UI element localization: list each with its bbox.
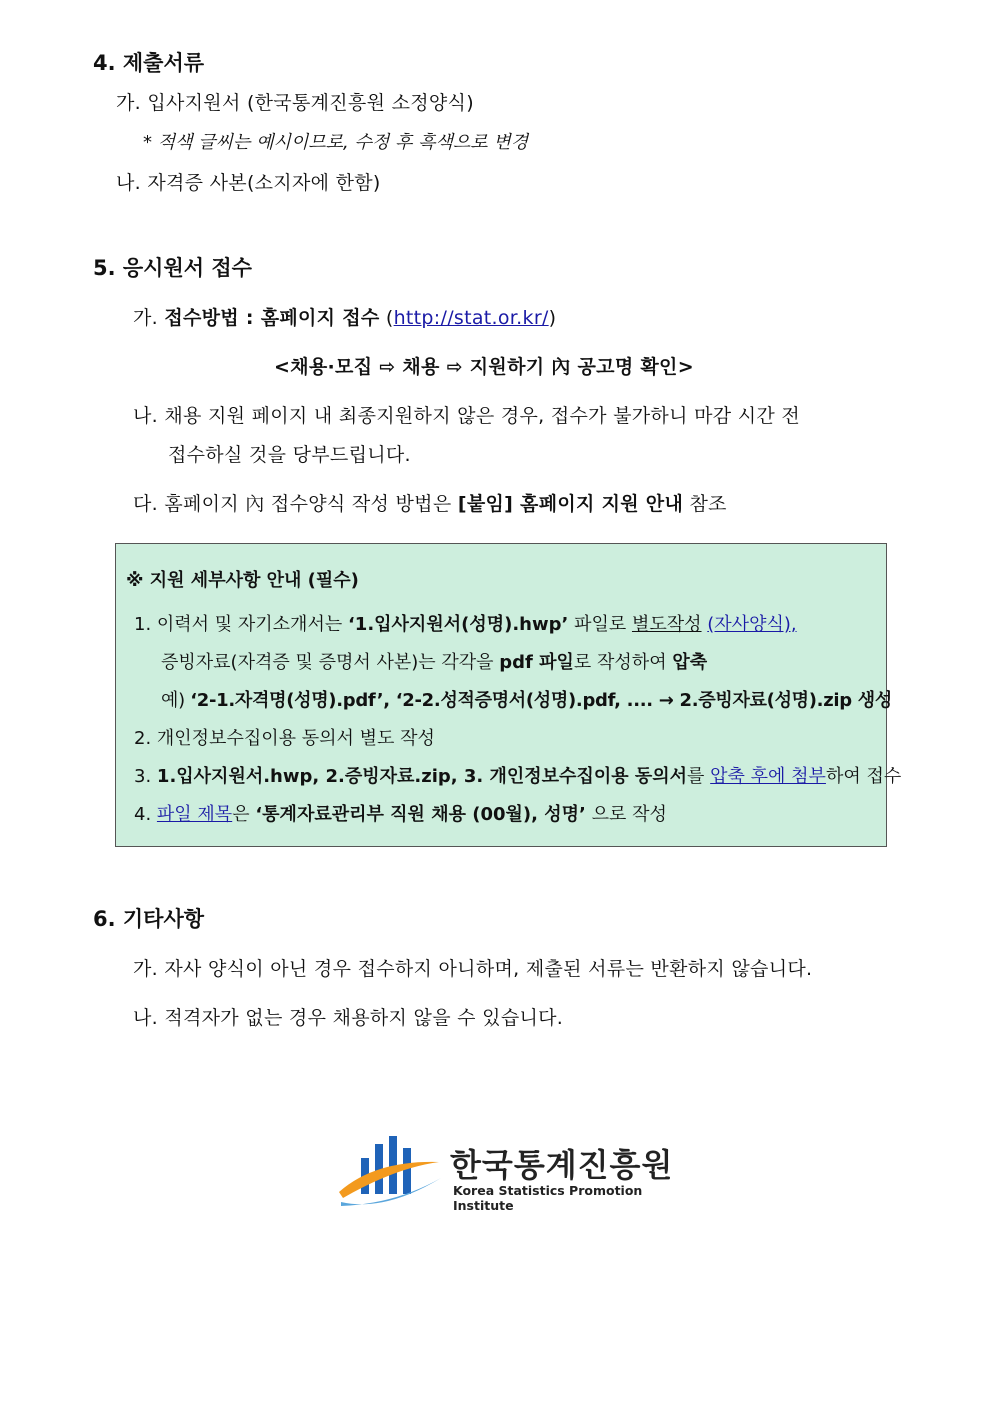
section-4-item-b: 나. 자격증 사본(소지자에 한함) — [116, 172, 381, 194]
notice-box-title: ※ 지원 세부사항 안내 (필수) — [126, 570, 359, 591]
item-a-paren-close: ) — [548, 307, 557, 329]
notice-item-1-own-form: (자사양식), — [707, 614, 797, 635]
item-a-method: 접수방법 : 홈페이지 접수 — [164, 307, 380, 329]
notice-item-3-attach: 압축 후에 첨부 — [710, 766, 826, 787]
notice-item-1 — [134, 610, 797, 636]
notice-item-1-line2 — [161, 648, 707, 674]
notice-item-2: 2. 개인정보수집이용 동의서 별도 작성 — [134, 728, 435, 749]
notice-item-1c-example: ‘2-1.자격명(성명).pdf’, ‘2-2.성적증명서(성명).pdf, .... → 2.증빙자료(성명).zip 생성 — [190, 690, 892, 711]
notice-item-4-post: 으로 작성 — [591, 804, 667, 825]
section-6-item-b: 나. 적격자가 없는 경우 채용하지 않을 수 있습니다. — [133, 1007, 564, 1029]
section-4-note: * 적색 글씨는 예시이므로, 수정 후 흑색으로 변경 — [143, 132, 529, 153]
notice-item-4 — [134, 800, 667, 826]
section-4-title: 4. 제출서류 — [93, 51, 205, 75]
notice-item-1-pre: 1. 이력서 및 자기소개서는 — [134, 614, 343, 635]
notice-box — [115, 543, 902, 847]
notice-item-1-filename: ‘1.입사지원서(성명).hwp’ — [347, 614, 569, 635]
section-6-item-a: 가. 자사 양식이 아닌 경우 접수하지 아니하며, 제출된 서류는 반환하지 않습니다. — [133, 958, 813, 980]
notice-item-4-format: ‘통계자료관리부 직원 채용 (00월), 성명’ — [255, 804, 586, 825]
notice-item-1b-mid: 로 작성하여 — [573, 652, 667, 673]
notice-item-1b-pre: 증빙자료(자격증 및 증명서 사본)는 각각을 — [161, 652, 494, 673]
item-a-prefix: 가. — [133, 307, 158, 329]
notice-item-3-files: 1.입사지원서.hwp, 2.증빙자료.zip, 3. 개인정보수집이용 동의서 — [156, 766, 688, 787]
notice-item-1-line3 — [161, 686, 892, 712]
notice-item-3-mid: 를 — [687, 766, 705, 787]
item-c-attachment: [붙임] 홈페이지 지원 안내 — [457, 493, 684, 515]
notice-item-1c-pre: 예) — [161, 690, 185, 711]
notice-item-4-file-title: 파일 제목 — [156, 804, 233, 825]
application-path: <채용·모집 ⇨ 채용 ⇨ 지원하기 內 공고명 확인> — [274, 356, 694, 378]
item-a-paren-open: ( — [385, 307, 394, 329]
section-5-item-b-line2: 접수하실 것을 당부드립니다. — [168, 444, 411, 466]
section-5-title: 5. 응시원서 접수 — [93, 256, 252, 280]
notice-item-3 — [134, 762, 901, 788]
section-5-item-c — [133, 489, 727, 516]
notice-item-1b-compress: 압축 — [672, 652, 708, 673]
homepage-link[interactable]: http://stat.or.kr/ — [393, 307, 549, 329]
section-5-item-a — [133, 303, 556, 330]
notice-item-4-mid: 은 — [232, 804, 250, 825]
logo-english-name: Korea Statistics Promotion Institute — [453, 1183, 643, 1213]
logo-mark-icon — [335, 1130, 450, 1215]
section-6-title: 6. 기타사항 — [93, 907, 205, 931]
notice-item-1-mid: 파일로 — [574, 614, 627, 635]
logo-name: 한국통계진흥원 — [450, 1146, 674, 1184]
section-5-item-b-line1: 나. 채용 지원 페이지 내 최종지원하지 않은 경우, 접수가 불가하니 마감 시간 전 — [133, 405, 801, 427]
item-c-post: 참조 — [689, 493, 727, 515]
notice-item-1b-pdf: pdf 파일 — [499, 652, 574, 673]
item-c-pre: 다. 홈페이지 內 접수양식 작성 방법은 — [133, 493, 452, 515]
notice-item-1-separate: 별도작성 — [631, 614, 702, 635]
notice-item-3-pre: 3. — [134, 766, 152, 787]
section-4-item-a: 가. 입사지원서 (한국통계진흥원 소정양식) — [116, 92, 474, 114]
notice-item-3-post: 하여 접수 — [825, 766, 902, 787]
institute-logo — [335, 1130, 675, 1220]
notice-item-4-pre: 4. — [134, 804, 152, 825]
